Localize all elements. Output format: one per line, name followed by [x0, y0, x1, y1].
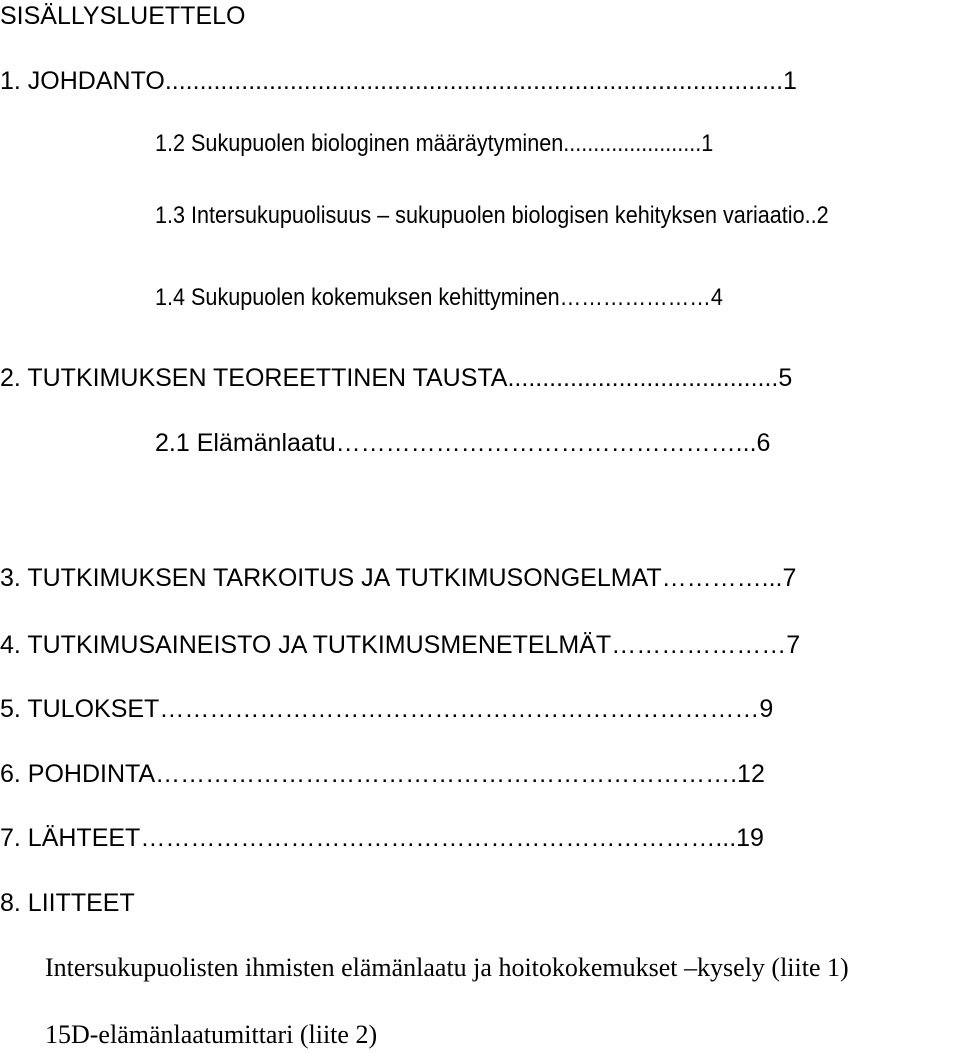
- toc-heading: SISÄLLYSLUETTELO: [0, 2, 246, 30]
- toc-entry-7: 7. LÄHTEET……………………………………………………………...19: [0, 824, 764, 852]
- toc-entry-8: 8. LIITTEET: [0, 889, 135, 917]
- toc-entry-1-2: 1.2 Sukupuolen biologinen määräytyminen.......................1: [155, 130, 714, 157]
- toc-entry-4: 4. TUTKIMUSAINEISTO JA TUTKIMUSMENETELMÄT…………………7: [0, 631, 801, 659]
- toc-entry-1-4: 1.4 Sukupuolen kokemuksen kehittyminen…………………4: [155, 284, 723, 311]
- toc-appendix-2: 15D-elämänlaatumittari (liite 2): [45, 1020, 378, 1049]
- toc-entry-3: 3. TUTKIMUKSEN TARKOITUS JA TUTKIMUSONGELMAT…………...7: [0, 564, 797, 592]
- toc-entry-2: 2. TUTKIMUKSEN TEOREETTINEN TAUSTA.......................................5: [0, 364, 793, 392]
- toc-entry-johdanto: 1. JOHDANTO.........................................................................................1: [0, 67, 797, 95]
- toc-entry-6: 6. POHDINTA…………………………………………………………….12: [0, 760, 765, 788]
- toc-entry-5: 5. TULOKSET………………………………………………………………9: [0, 695, 774, 723]
- toc-entry-1-3: 1.3 Intersukupuolisuus – sukupuolen biologisen kehityksen variaatio..2: [155, 202, 829, 229]
- toc-entry-2-1: 2.1 Elämänlaatu…………………………………………...6: [155, 429, 771, 457]
- toc-appendix-1: Intersukupuolisten ihmisten elämänlaatu ja hoitokokemukset –kysely (liite 1): [45, 953, 849, 982]
